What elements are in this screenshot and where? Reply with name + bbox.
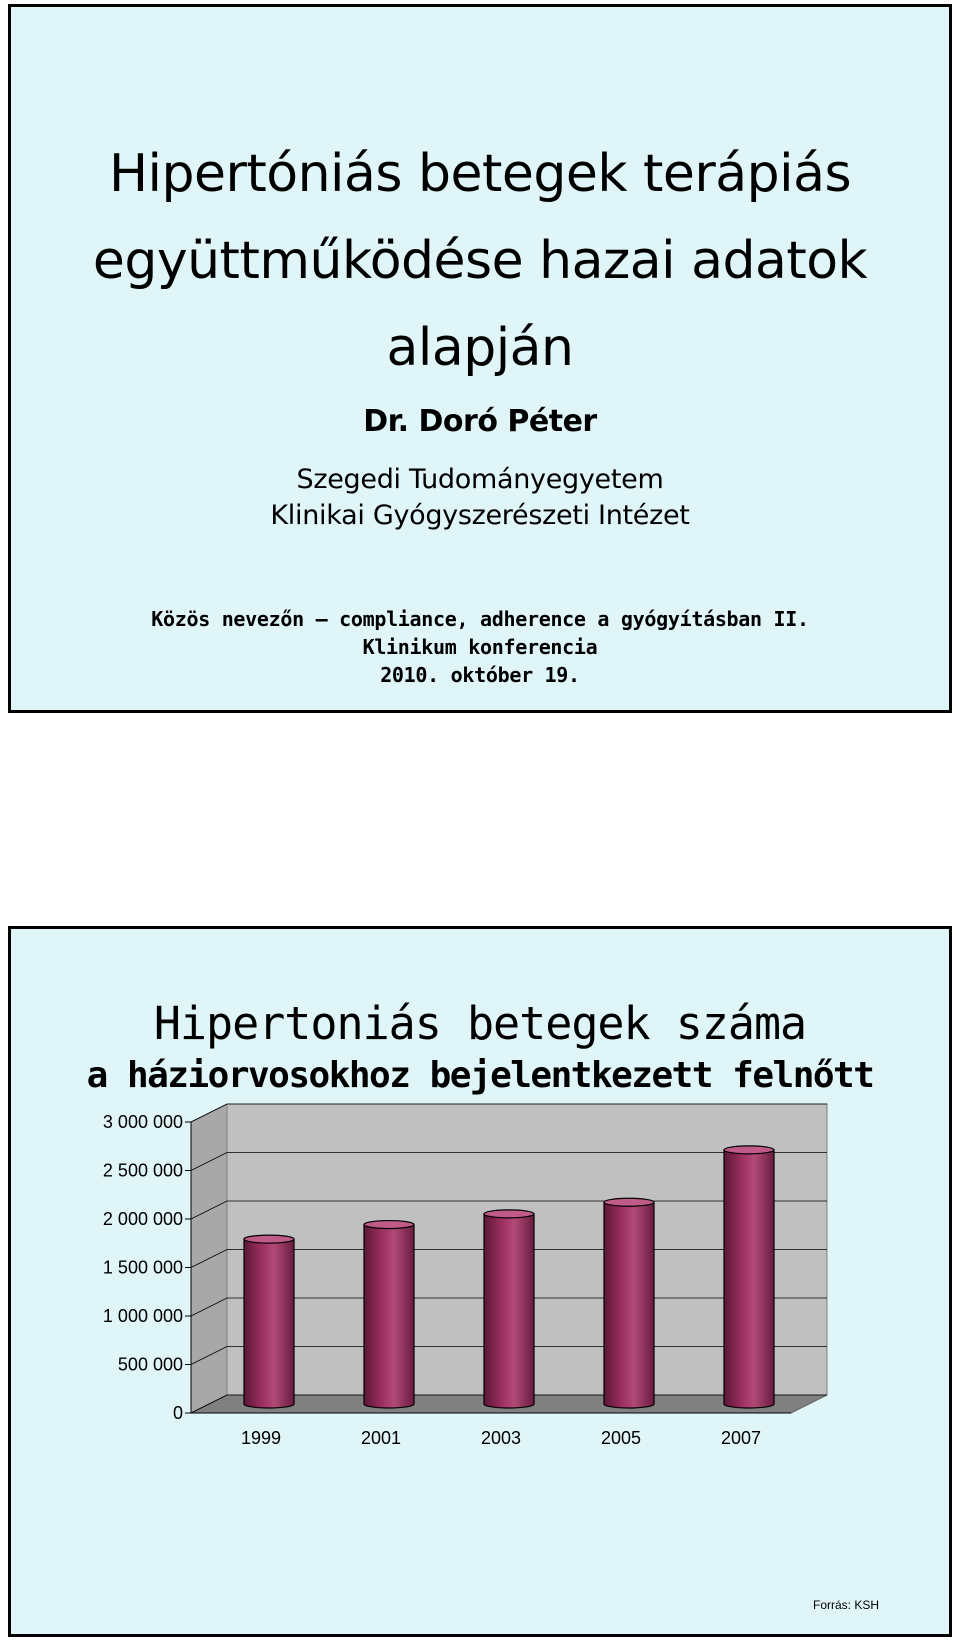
presentation-title — [11, 131, 949, 392]
y-tick-label: 1 500 000 — [102, 1257, 183, 1278]
chart-bar — [604, 1198, 654, 1408]
author-name: Dr. Doró Péter — [363, 404, 597, 439]
bar-chart — [11, 929, 949, 1634]
bar-body — [724, 1150, 774, 1408]
subtitle-line: a háziorvosokhoz bejelentkezett felnőtt — [86, 1055, 874, 1096]
chart-bar — [724, 1146, 774, 1408]
x-tick-label: 2003 — [480, 1428, 522, 1448]
event-line: Klinikum konferencia — [362, 635, 598, 659]
title-line: alapján — [386, 318, 574, 378]
y-tick-label: 2 500 000 — [102, 1160, 183, 1181]
source-note: Forrás: KSH — [812, 1598, 879, 1612]
bar-top — [244, 1235, 294, 1243]
x-tick-label: 2001 — [360, 1428, 402, 1448]
x-tick-label: 2007 — [720, 1428, 762, 1448]
affiliation-line: Szegedi Tudományegyetem — [296, 464, 664, 495]
event-line: 2010. október 19. — [380, 663, 580, 687]
bar-top — [484, 1210, 534, 1218]
chart-bar — [244, 1235, 294, 1408]
chart-bar — [484, 1210, 534, 1408]
title-line: Hipertóniás betegek terápiás — [108, 144, 852, 204]
y-tick-label: 3 000 000 — [102, 1112, 183, 1132]
affiliation-line: Klinikai Gyógyszerészeti Intézet — [270, 500, 690, 531]
chart-slide — [8, 926, 952, 1637]
y-tick-label: 0 — [172, 1403, 183, 1423]
event-line: Közös nevezőn – compliance, adherence a gyógyításban II. — [151, 607, 809, 631]
y-tick-label: 500 000 — [117, 1354, 183, 1375]
chart-bar — [364, 1221, 414, 1408]
event-info — [11, 605, 949, 689]
slide-title: Hipertoniás betegek száma — [153, 997, 807, 1050]
title-slide — [8, 4, 952, 713]
title-line: együttműködése hazai adatok — [92, 231, 868, 291]
bar-top — [364, 1221, 414, 1229]
affiliation — [11, 462, 949, 534]
bar-top — [604, 1198, 654, 1206]
bar-body — [244, 1239, 294, 1408]
bar-top — [724, 1146, 774, 1154]
y-tick-label: 1 000 000 — [102, 1306, 183, 1326]
bar-body — [364, 1225, 414, 1408]
bar-body — [484, 1214, 534, 1408]
x-tick-label: 1999 — [240, 1428, 282, 1448]
x-tick-label: 2005 — [600, 1428, 642, 1448]
y-tick-label: 2 000 000 — [102, 1209, 183, 1229]
bar-body — [604, 1202, 654, 1408]
